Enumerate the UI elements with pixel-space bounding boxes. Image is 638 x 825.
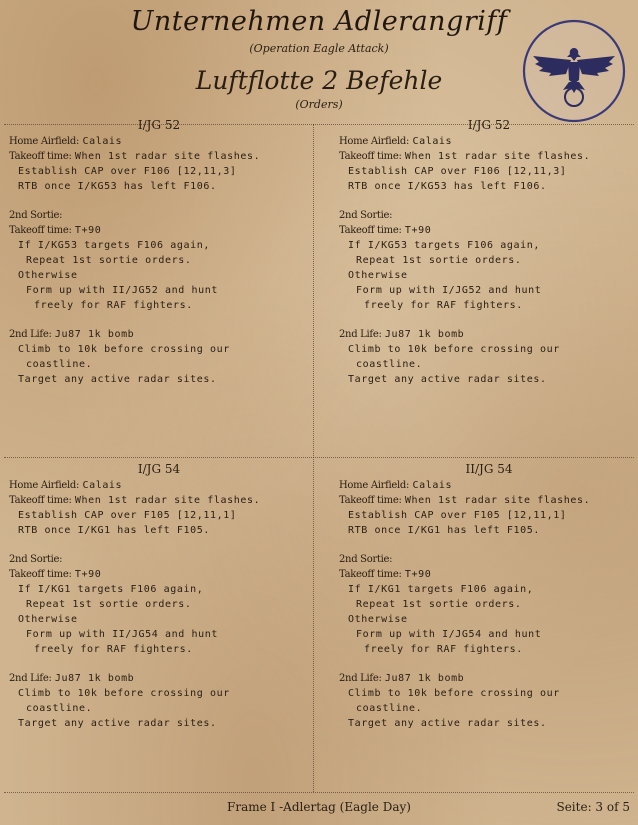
sortie1-rtb: RTB once I/KG53 has left F106. bbox=[348, 181, 547, 192]
sortie2-if: If I/KG1 targets F106 again, bbox=[348, 584, 534, 595]
takeoff-value: When 1st radar site flashes. bbox=[74, 495, 261, 506]
home-airfield-label: Home Airfield: bbox=[339, 136, 410, 147]
sortie2-label: 2nd Sortie: bbox=[9, 210, 63, 221]
sortie2-takeoff-label: Takeoff time: bbox=[339, 569, 402, 580]
middle-divider bbox=[4, 457, 634, 458]
orders-subtitle: (Orders) bbox=[295, 98, 343, 111]
unit-heading: I/JG 54 bbox=[137, 462, 181, 476]
life2-climb: Climb to 10k before crossing our bbox=[348, 688, 560, 699]
sortie2-repeat: Repeat 1st sortie orders. bbox=[356, 255, 522, 266]
unit-heading: I/JG 52 bbox=[467, 118, 511, 132]
sortie2-form: Form up with II/JG52 and hunt bbox=[26, 285, 218, 296]
home-airfield-label: Home Airfield: bbox=[9, 480, 80, 491]
page-title: Unternehmen Adlerangriff bbox=[130, 6, 508, 37]
takeoff-value: When 1st radar site flashes. bbox=[404, 151, 591, 162]
orders-title: Luftflotte 2 Befehle bbox=[195, 66, 443, 95]
sortie2-takeoff-label: Takeoff time: bbox=[9, 569, 72, 580]
life2-climb: Climb to 10k before crossing our bbox=[348, 344, 560, 355]
sortie2-form: Form up with II/JG54 and hunt bbox=[26, 629, 218, 640]
sortie2-if: If I/KG53 targets F106 again, bbox=[18, 240, 210, 251]
sortie1-rtb: RTB once I/KG1 has left F105. bbox=[348, 525, 540, 536]
order-panel bbox=[339, 461, 638, 731]
eagle-seal-icon bbox=[521, 18, 627, 124]
life2-climb: Climb to 10k before crossing our bbox=[18, 688, 230, 699]
page-number: Seite: 3 of 5 bbox=[556, 800, 630, 814]
life2-target: Target any active radar sites. bbox=[18, 374, 217, 385]
unit-heading: I/JG 52 bbox=[137, 118, 181, 132]
sortie2-otherwise: Otherwise bbox=[348, 270, 408, 281]
sortie2-otherwise: Otherwise bbox=[348, 614, 408, 625]
life2-coast: coastline. bbox=[26, 703, 93, 714]
takeoff-label: Takeoff time: bbox=[339, 495, 402, 506]
page-subtitle: (Operation Eagle Attack) bbox=[249, 42, 389, 55]
sortie1-cap: Establish CAP over F106 [12,11,3] bbox=[18, 166, 237, 177]
sortie1-cap: Establish CAP over F105 [12,11,1] bbox=[348, 510, 567, 521]
life2-climb: Climb to 10k before crossing our bbox=[18, 344, 230, 355]
sortie2-form: Form up with I/JG54 and hunt bbox=[356, 629, 542, 640]
order-panel bbox=[9, 117, 309, 387]
life2-label: 2nd Life: bbox=[339, 329, 382, 340]
sortie1-rtb: RTB once I/KG53 has left F106. bbox=[18, 181, 217, 192]
sortie1-cap: Establish CAP over F105 [12,11,1] bbox=[18, 510, 237, 521]
sortie2-freely: freely for RAF fighters. bbox=[34, 300, 193, 311]
life2-value: Ju87 1k bomb bbox=[384, 673, 465, 684]
sortie2-if: If I/KG1 targets F106 again, bbox=[18, 584, 204, 595]
life2-value: Ju87 1k bomb bbox=[384, 329, 465, 340]
sortie2-takeoff-value: T+90 bbox=[74, 569, 102, 580]
home-airfield-value: Calais bbox=[82, 480, 123, 491]
sortie2-form: Form up with I/JG52 and hunt bbox=[356, 285, 542, 296]
life2-target: Target any active radar sites. bbox=[348, 374, 547, 385]
order-panel bbox=[339, 117, 638, 387]
sortie1-cap: Establish CAP over F106 [12,11,3] bbox=[348, 166, 567, 177]
sortie2-takeoff-value: T+90 bbox=[74, 225, 102, 236]
life2-label: 2nd Life: bbox=[339, 673, 382, 684]
sortie2-freely: freely for RAF fighters. bbox=[34, 644, 193, 655]
life2-value: Ju87 1k bomb bbox=[54, 329, 135, 340]
sortie2-takeoff-label: Takeoff time: bbox=[339, 225, 402, 236]
life2-coast: coastline. bbox=[356, 703, 423, 714]
sortie2-repeat: Repeat 1st sortie orders. bbox=[26, 599, 192, 610]
home-airfield-value: Calais bbox=[82, 136, 123, 147]
home-airfield-value: Calais bbox=[412, 136, 453, 147]
home-airfield-label: Home Airfield: bbox=[339, 480, 410, 491]
life2-coast: coastline. bbox=[26, 359, 93, 370]
life2-label: 2nd Life: bbox=[9, 329, 52, 340]
home-airfield-label: Home Airfield: bbox=[9, 136, 80, 147]
takeoff-label: Takeoff time: bbox=[9, 151, 72, 162]
sortie2-repeat: Repeat 1st sortie orders. bbox=[356, 599, 522, 610]
sortie2-takeoff-value: T+90 bbox=[404, 569, 432, 580]
life2-label: 2nd Life: bbox=[9, 673, 52, 684]
frame-caption: Frame I -Adlertag (Eagle Day) bbox=[227, 800, 411, 814]
sortie2-if: If I/KG53 targets F106 again, bbox=[348, 240, 540, 251]
takeoff-label: Takeoff time: bbox=[339, 151, 402, 162]
home-airfield-value: Calais bbox=[412, 480, 453, 491]
sortie2-takeoff-value: T+90 bbox=[404, 225, 432, 236]
sortie2-label: 2nd Sortie: bbox=[339, 554, 393, 565]
bottom-divider bbox=[4, 792, 634, 793]
order-panel bbox=[9, 461, 309, 731]
life2-coast: coastline. bbox=[356, 359, 423, 370]
life2-value: Ju87 1k bomb bbox=[54, 673, 135, 684]
sortie2-takeoff-label: Takeoff time: bbox=[9, 225, 72, 236]
life2-target: Target any active radar sites. bbox=[18, 718, 217, 729]
sortie2-freely: freely for RAF fighters. bbox=[364, 644, 523, 655]
column-divider bbox=[313, 124, 314, 792]
sortie2-repeat: Repeat 1st sortie orders. bbox=[26, 255, 192, 266]
sortie2-label: 2nd Sortie: bbox=[339, 210, 393, 221]
sortie2-label: 2nd Sortie: bbox=[9, 554, 63, 565]
takeoff-value: When 1st radar site flashes. bbox=[404, 495, 591, 506]
takeoff-value: When 1st radar site flashes. bbox=[74, 151, 261, 162]
sortie2-otherwise: Otherwise bbox=[18, 614, 78, 625]
sortie2-otherwise: Otherwise bbox=[18, 270, 78, 281]
unit-heading: II/JG 54 bbox=[465, 462, 513, 476]
takeoff-label: Takeoff time: bbox=[9, 495, 72, 506]
sortie1-rtb: RTB once I/KG1 has left F105. bbox=[18, 525, 210, 536]
life2-target: Target any active radar sites. bbox=[348, 718, 547, 729]
sortie2-freely: freely for RAF fighters. bbox=[364, 300, 523, 311]
